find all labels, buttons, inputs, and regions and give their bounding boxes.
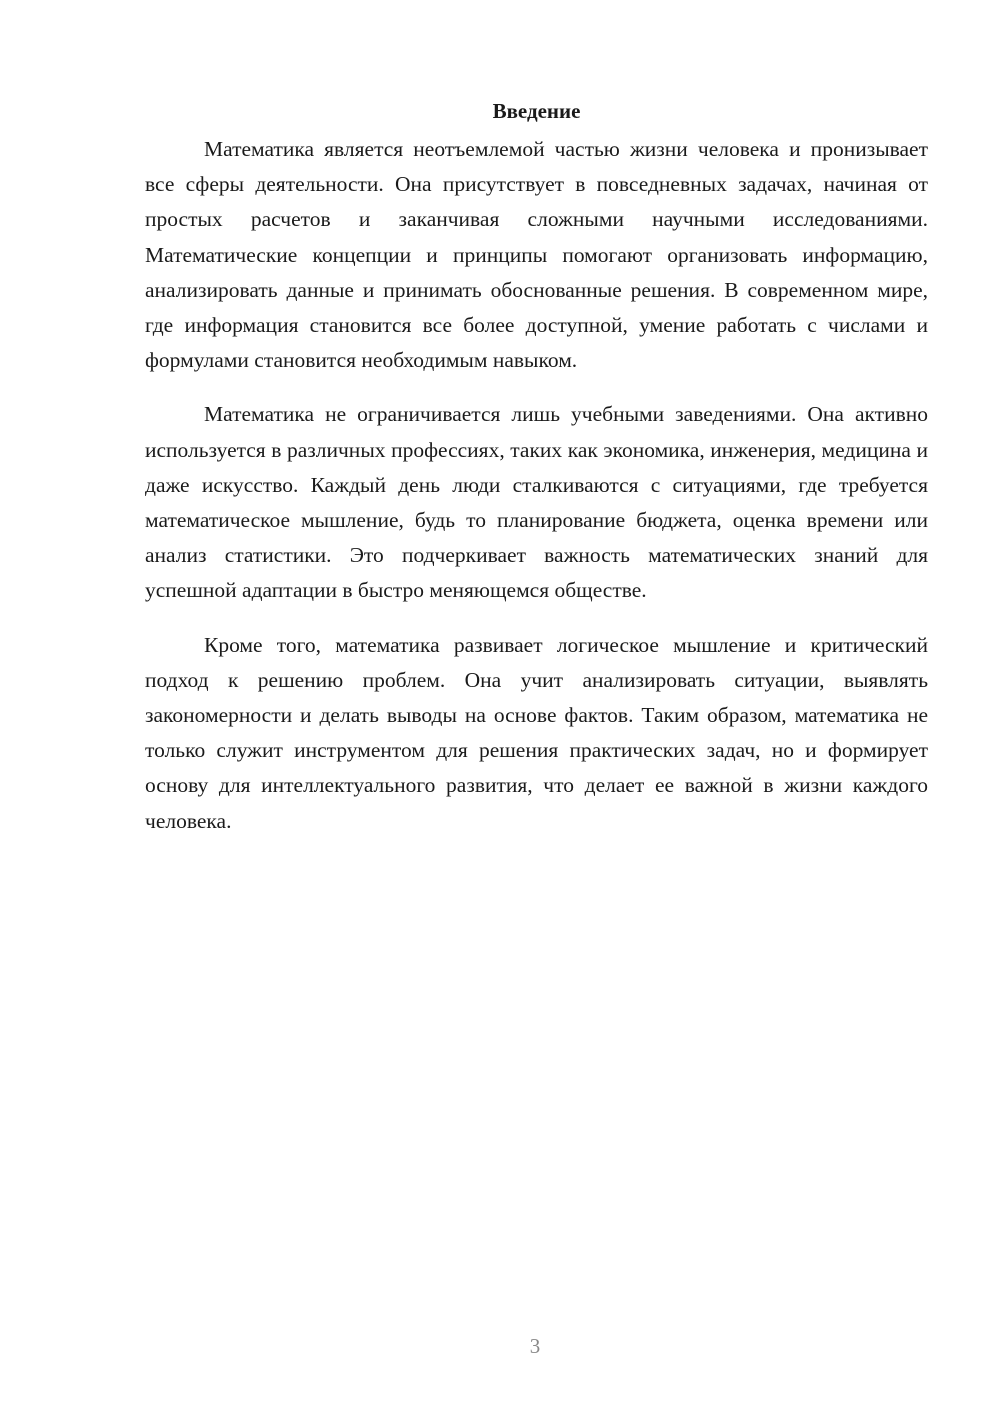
section-title: Введение bbox=[492, 99, 581, 123]
paragraph-2: Математика не ограничивается лишь учебными заведениями. Она активно используется в различных профессиях, таких как экономика, инженерия, медицина и даже искусство. Каждый день люди сталкиваются с ситуациями, где требуется математическое мышление, будь то планирование бюджета, оценка времени или анализ статистики. Это подчеркивает важность математических знаний для успешной адаптации в быстро меняющемся обществе. bbox=[145, 402, 928, 603]
paragraph-3: Кроме того, математика развивает логическое мышление и критический подход к решению проблем. Она учит анализировать ситуации, выявлять закономерности и делать выводы на основе фактов. Таким образом, математика не только служит инструментом для решения практических задач, но и формирует основу для интеллектуального развития, что делает ее важной в жизни каждого человека. bbox=[145, 632, 928, 833]
page-content bbox=[145, 96, 928, 839]
paragraph-1: Математика является неотъемлемой частью жизни человека и пронизывает все сферы деятельности. Она присутствует в повседневных задачах, начиная от простых расчетов и заканчивая сложными научными исследованиями. Математические концепции и принципы помогают организовать информацию, анализировать данные и принимать обоснованные решения. В современном мире, где информация становится все более доступной, умение работать с числами и формулами становится необходимым навыком. bbox=[145, 137, 928, 373]
page-number: 3 bbox=[529, 1334, 541, 1358]
